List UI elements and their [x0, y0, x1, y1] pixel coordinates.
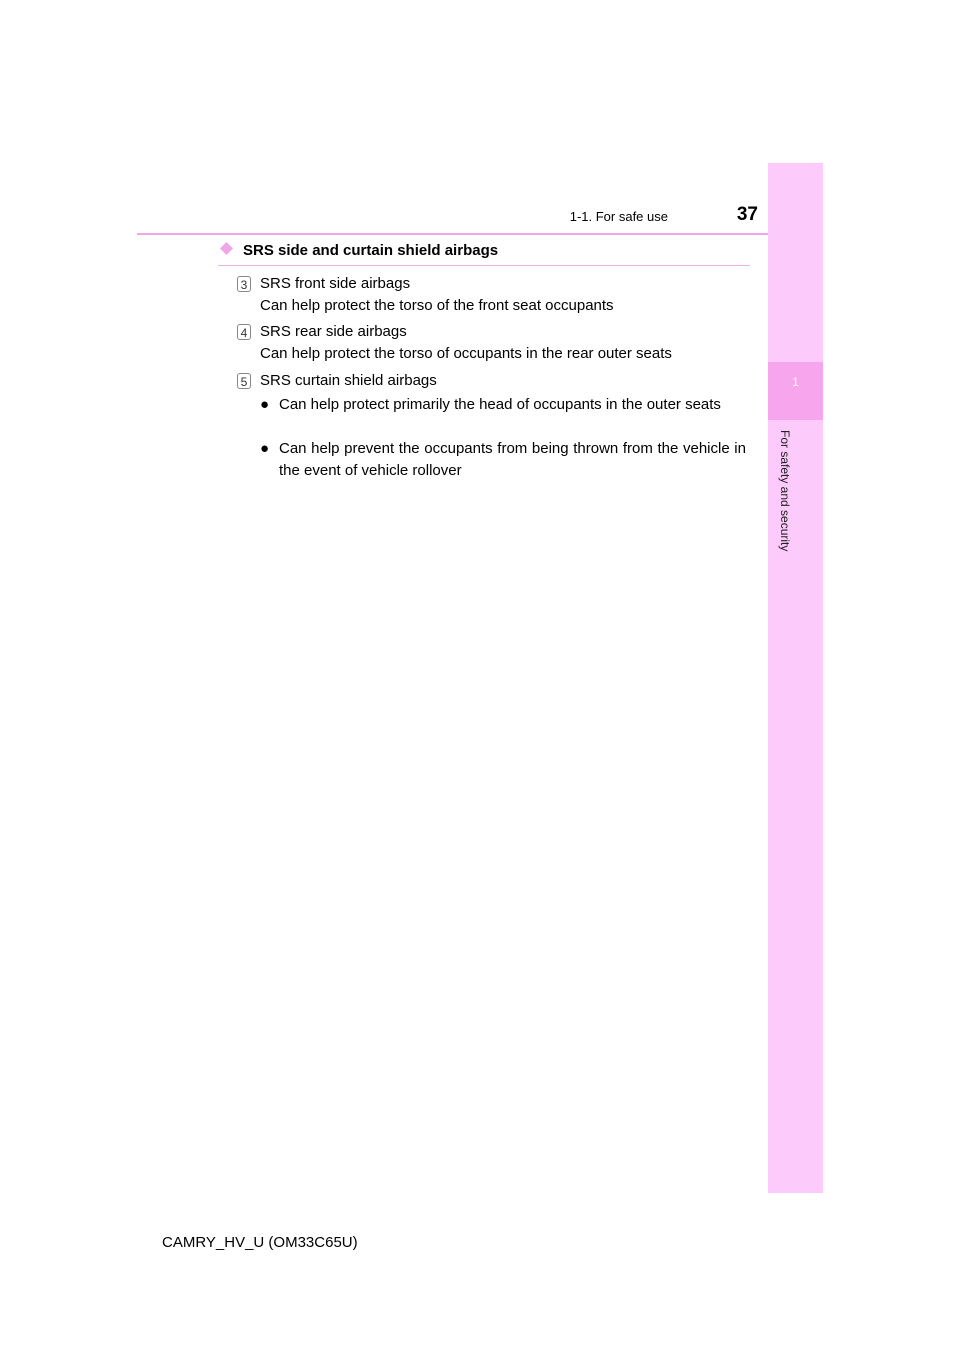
- item-number-badge: 4: [237, 324, 251, 340]
- item-title: SRS curtain shield airbags: [260, 372, 437, 389]
- item-title: SRS front side airbags: [260, 275, 411, 292]
- list-item-front-side-airbags: [237, 273, 614, 317]
- bullet-item: [260, 438, 746, 482]
- page-number: 37: [736, 204, 758, 225]
- header-rule: [137, 233, 823, 235]
- subheading-text: SRS side and curtain shield airbags: [243, 242, 499, 259]
- bullet-icon: ●: [260, 396, 270, 413]
- item-description: Can help protect the torso of occupants in the rear outer seats: [260, 345, 672, 362]
- item-title: SRS rear side airbags: [260, 323, 407, 340]
- chapter-title: For safety and security: [778, 430, 792, 552]
- chapter-number: 1: [792, 375, 799, 389]
- diamond-icon: [220, 242, 233, 255]
- item-number-badge: 5: [237, 373, 251, 389]
- bullet-text: Can help protect primarily the head of occupants in the outer seats: [279, 396, 721, 413]
- chapter-side-tab: [768, 163, 823, 1193]
- bullet-icon: ●: [260, 440, 270, 457]
- bullet-text: Can help prevent the occupants from being thrown from the vehicle in the event of vehicle rollover: [279, 440, 746, 479]
- bullet-item: [260, 394, 746, 416]
- list-item-curtain-shield-airbags: [237, 370, 437, 392]
- item-description: Can help protect the torso of the front seat occupants: [260, 297, 614, 314]
- item-number-badge: 3: [237, 276, 251, 292]
- subheading: [220, 242, 498, 259]
- subheading-rule: [218, 265, 750, 266]
- document-code: CAMRY_HV_U (OM33C65U): [162, 1234, 358, 1251]
- list-item-rear-side-airbags: [237, 321, 672, 365]
- section-label: 1-1. For safe use: [569, 209, 668, 224]
- chapter-tab-marker: [768, 362, 823, 420]
